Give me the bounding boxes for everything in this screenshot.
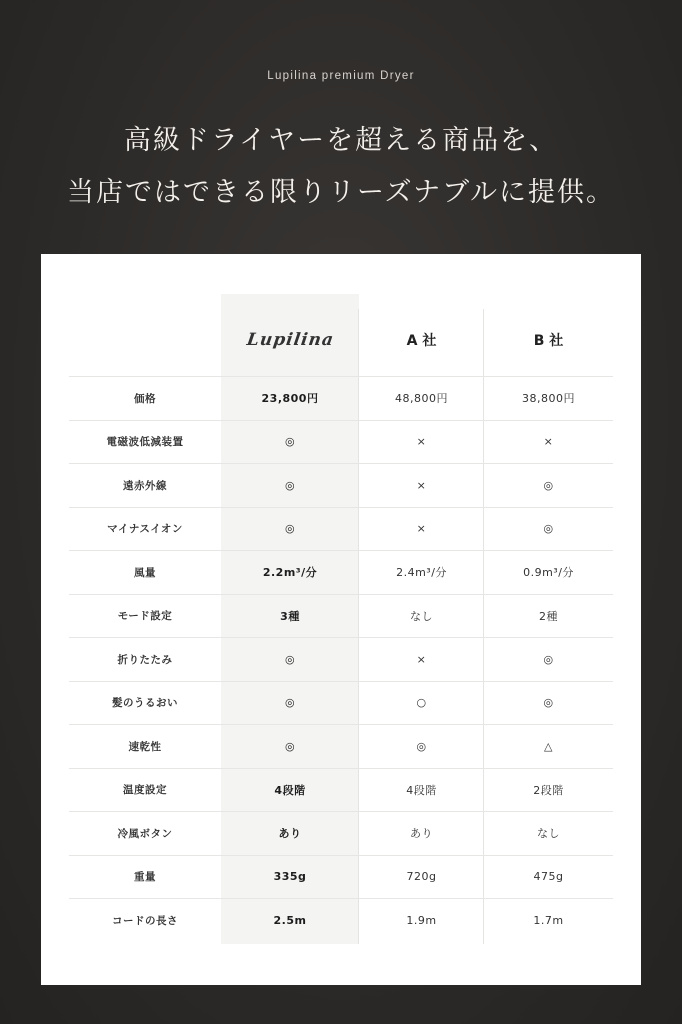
- cell-company-a: 4段階: [406, 783, 437, 797]
- row-label: 冷風ボタン: [117, 827, 173, 840]
- cell-company-a: なし: [410, 609, 433, 623]
- cell-company-a: 720g: [406, 870, 437, 884]
- comparison-table: [69, 376, 613, 942]
- cell-lupilina: ◎: [284, 652, 296, 666]
- row-label: 温度設定: [123, 784, 167, 797]
- hero-section: [0, 0, 682, 240]
- table-row: [69, 637, 613, 681]
- cell-company-b: △: [544, 739, 553, 753]
- table-row: [69, 594, 613, 638]
- table-row: [69, 376, 613, 420]
- cell-company-b: 2種: [539, 609, 558, 623]
- row-label: 折りたたみ: [117, 653, 173, 666]
- cell-company-a: 2.4m³/分: [396, 566, 447, 580]
- comparison-card: [41, 254, 641, 985]
- row-label: 電磁波低減装置: [106, 436, 184, 449]
- cell-company-b: ◎: [543, 652, 554, 666]
- cell-company-b: なし: [537, 827, 560, 841]
- cell-company-b: 38,800円: [522, 392, 575, 406]
- cell-lupilina: 3種: [280, 609, 300, 623]
- table-row: [69, 898, 613, 942]
- brand-subtitle: Lupilina premium Dryer: [267, 70, 415, 82]
- row-label: マイナスイオン: [107, 523, 183, 536]
- cell-company-a: ×: [416, 522, 427, 536]
- column-header-company-b: B 社: [533, 333, 564, 349]
- cell-lupilina: 23,800円: [261, 392, 319, 406]
- table-row: [69, 768, 613, 812]
- cell-company-a: 1.9m: [406, 913, 437, 927]
- cell-company-b: 2段階: [533, 783, 564, 797]
- cell-company-b: 0.9m³/分: [523, 566, 574, 580]
- table-row: [69, 724, 613, 768]
- row-label: 速乾性: [128, 740, 162, 753]
- cell-company-b: ◎: [543, 522, 554, 536]
- cell-company-b: ◎: [543, 696, 554, 710]
- row-label: 重量: [134, 871, 156, 884]
- row-label: コードの長さ: [112, 914, 178, 927]
- cell-lupilina: 335g: [273, 870, 307, 884]
- cell-company-a: ×: [416, 652, 427, 666]
- cell-lupilina: ◎: [284, 522, 296, 536]
- cell-company-a: ◎: [416, 739, 427, 753]
- cell-lupilina: あり: [278, 827, 302, 841]
- cell-company-b: 1.7m: [533, 913, 564, 927]
- cell-lupilina: 2.2m³/分: [262, 566, 318, 580]
- cell-company-a: ×: [416, 478, 427, 492]
- cell-lupilina: 2.5m: [273, 913, 307, 927]
- cell-company-a: 48,800円: [395, 392, 448, 406]
- lupilina-logo: Lupilina: [245, 330, 335, 350]
- cell-company-b: ×: [543, 435, 554, 449]
- table-row: [69, 420, 613, 464]
- cell-company-b: ◎: [543, 478, 554, 492]
- cell-lupilina: ◎: [284, 435, 296, 449]
- row-label: 価格: [134, 392, 156, 405]
- cell-lupilina: ◎: [284, 478, 296, 492]
- column-header-company-a: A 社: [406, 333, 437, 349]
- table-header: [69, 304, 613, 376]
- cell-lupilina: 4段階: [274, 783, 306, 797]
- row-label: 遠赤外線: [123, 479, 167, 492]
- cell-company-a: ○: [416, 696, 427, 710]
- headline-line-2: 当店ではできる限りリーズナブルに提供。: [66, 177, 616, 208]
- cell-lupilina: ◎: [284, 739, 296, 753]
- row-label: 髪のうるおい: [112, 697, 178, 710]
- headline-line-1: 高級ドライヤーを超える商品を、: [123, 125, 559, 156]
- cell-company-b: 475g: [533, 870, 564, 884]
- row-label: 風量: [134, 566, 156, 579]
- table-row: [69, 681, 613, 725]
- cell-lupilina: ◎: [284, 696, 296, 710]
- table-row: [69, 550, 613, 594]
- table-row: [69, 507, 613, 551]
- table-row: [69, 463, 613, 507]
- table-row: [69, 811, 613, 855]
- cell-company-a: あり: [410, 827, 433, 841]
- row-label: モード設定: [117, 610, 173, 623]
- table-row: [69, 855, 613, 899]
- cell-company-a: ×: [416, 435, 427, 449]
- column-header-lupilina: [221, 304, 359, 376]
